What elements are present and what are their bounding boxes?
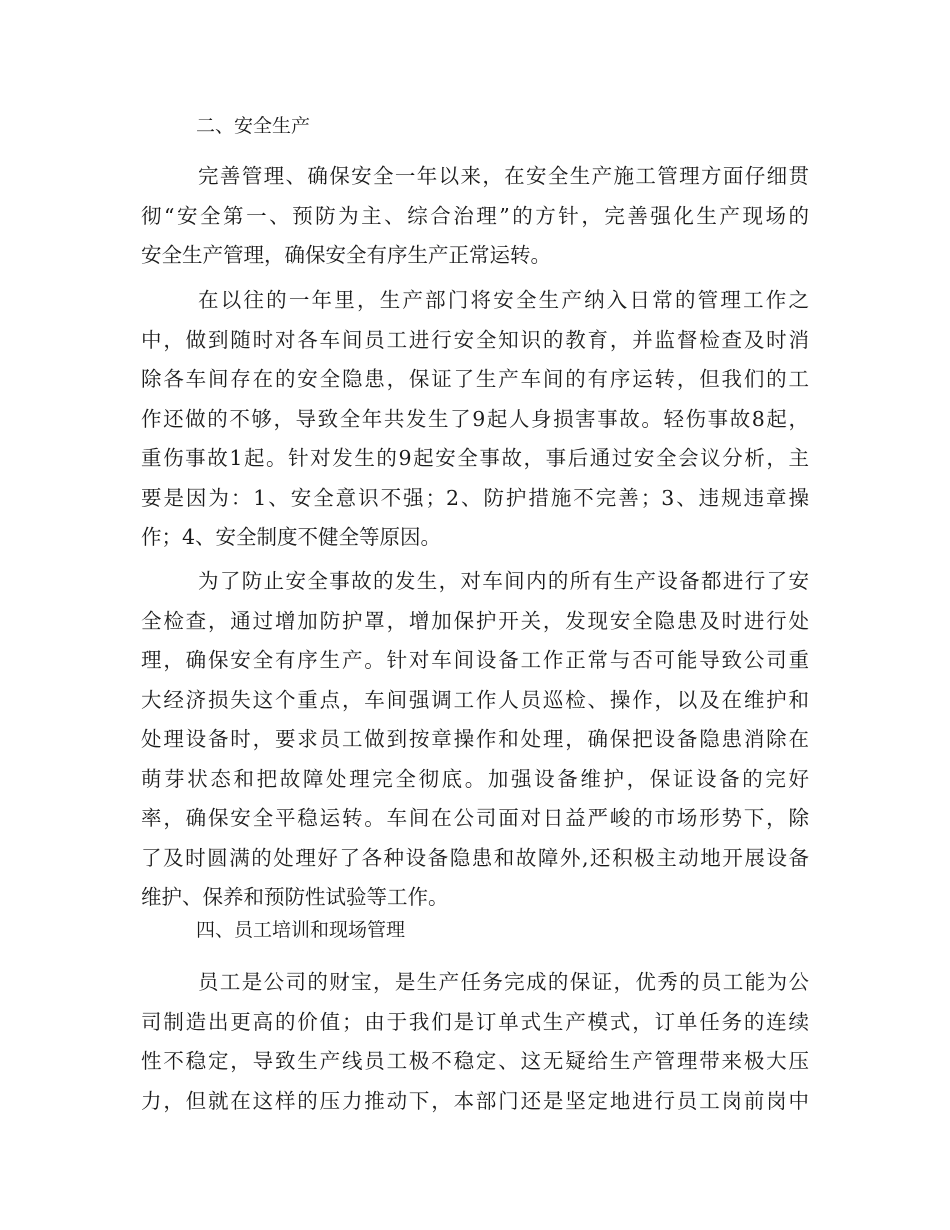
paragraph-line: 率，确保安全平稳运转。车间在公司面对日益严峻的市场形势下，除 (141, 806, 809, 830)
paragraph-line: 安全生产管理，确保安全有序生产正常运转。 (141, 243, 551, 267)
paragraph-line: 处理设备时，要求员工做到按章操作和处理，确保把设备隐患消除在 (141, 727, 809, 751)
paragraph-line: 性不稳定，导致生产线员工极不稳定、这无疑给生产管理带来极大压 (141, 1049, 809, 1073)
paragraph-line: 理，确保安全有序生产。针对车间设备工作正常与否可能导致公司重 (141, 648, 809, 672)
section-heading-training: 四、员工培训和现场管理 (196, 919, 406, 941)
paragraph-line: 除各车间存在的安全隐患，保证了生产车间的有序运转，但我们的工 (141, 367, 809, 391)
paragraph-line: 员工是公司的财宝，是生产任务完成的保证，优秀的员工能为公 (198, 970, 809, 994)
paragraph-line: 中，做到随时对各车间员工进行安全知识的教育，并监督检查及时消 (141, 327, 809, 352)
section-heading-safety: 二、安全生产 (196, 115, 311, 137)
paragraph-line: 全检查，通过增加防护罩，增加保护开关，发现安全隐患及时进行处 (141, 608, 809, 633)
paragraph-line: 在以往的一年里，生产部门将安全生产纳入日常的管理工作之 (198, 288, 809, 312)
paragraph-line: 彻“安全第一、预防为主、综合治理”的方针，完善强化生产现场的 (141, 203, 809, 228)
paragraph-line: 要是因为：1、安全意识不强；2、防护措施不完善；3、违规违章操 (141, 485, 809, 510)
paragraph-line: 力，但就在这样的压力推动下，本部门还是坚定地进行员工岗前岗中 (141, 1088, 809, 1113)
paragraph-line: 作；4、安全制度不健全等原因。 (141, 525, 442, 549)
paragraph-equipment (141, 562, 809, 918)
paragraph-safety-intro (141, 157, 809, 276)
paragraph-line: 重伤事故1起。针对发生的9起安全事故，事后通过安全会议分析，主 (141, 446, 809, 470)
paragraph-line: 维护、保养和预防性试验等工作。 (141, 885, 449, 909)
paragraph-line: 大经济损失这个重点，车间强调工作人员巡检、操作，以及在维护和 (141, 687, 809, 712)
paragraph-line: 完善管理、确保安全一年以来，在安全生产施工管理方面仔细贯 (198, 164, 809, 188)
paragraph-line: 了及时圆满的处理好了各种设备隐患和故障外,还积极主动地开展设备 (141, 845, 809, 870)
paragraph-accidents (141, 281, 809, 558)
paragraph-line: 为了防止安全事故的发生，对车间内的所有生产设备都进行了安 (198, 569, 809, 593)
paragraph-training (141, 963, 809, 1121)
paragraph-line: 司制造出更高的价值；由于我们是订单式生产模式，订单任务的连续 (141, 1009, 809, 1034)
paragraph-line: 作还做的不够，导致全年共发生了9起人身损害事故。轻伤事故8起， (141, 406, 809, 431)
paragraph-line: 萌芽状态和把故障处理完全彻底。加强设备维护，保证设备的完好 (141, 766, 809, 791)
